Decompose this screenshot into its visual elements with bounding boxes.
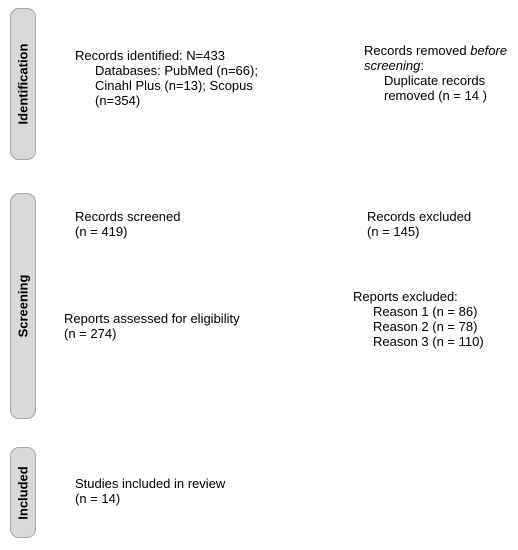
records-identified-title: Records identified: N=433 xyxy=(75,48,225,63)
records-screened-title: Records screened xyxy=(75,209,181,224)
records-identified-box xyxy=(75,48,258,108)
exclusion-reason: Reason 1 (n = 86) xyxy=(373,304,478,319)
records-removed-title: Records removed before xyxy=(364,43,508,58)
identification-phase-label: Identification xyxy=(15,43,31,125)
included-phase-label: Included xyxy=(15,465,31,520)
records-screened-count: (n = 419) xyxy=(75,224,128,239)
duplicates-removed-line: Duplicate records xyxy=(384,73,486,88)
screening-phase-label: Screening xyxy=(15,274,31,338)
exclusion-reason: Reason 3 (n = 110) xyxy=(373,334,484,349)
studies-included-box xyxy=(75,476,225,506)
databases-line: Databases: PubMed (n=66); xyxy=(95,63,258,78)
screening-phase-bar xyxy=(10,193,36,419)
reports-assessed-count: (n = 274) xyxy=(64,326,117,341)
reports-assessed-box xyxy=(64,311,240,341)
studies-included-count: (n = 14) xyxy=(75,491,121,506)
duplicates-removed-count: removed (n = 14 ) xyxy=(384,88,487,103)
included-phase-bar xyxy=(10,447,36,538)
records-removed-box xyxy=(364,43,507,103)
records-excluded-count: (n = 145) xyxy=(367,224,420,239)
records-excluded-title: Records excluded xyxy=(367,209,472,224)
databases-line: (n=354) xyxy=(95,93,141,108)
databases-line: Cinahl Plus (n=13); Scopus xyxy=(95,78,253,93)
reports-excluded-box xyxy=(353,289,484,349)
records-screened-box xyxy=(75,209,181,239)
identification-phase-bar xyxy=(10,8,36,160)
exclusion-reason: Reason 2 (n = 78) xyxy=(373,319,478,334)
reports-assessed-title: Reports assessed for eligibility xyxy=(64,311,240,326)
records-removed-title-cont: screening: xyxy=(364,58,424,73)
studies-included-title: Studies included in review xyxy=(75,476,226,491)
reports-excluded-title: Reports excluded: xyxy=(353,289,458,304)
records-excluded-box xyxy=(367,209,471,239)
